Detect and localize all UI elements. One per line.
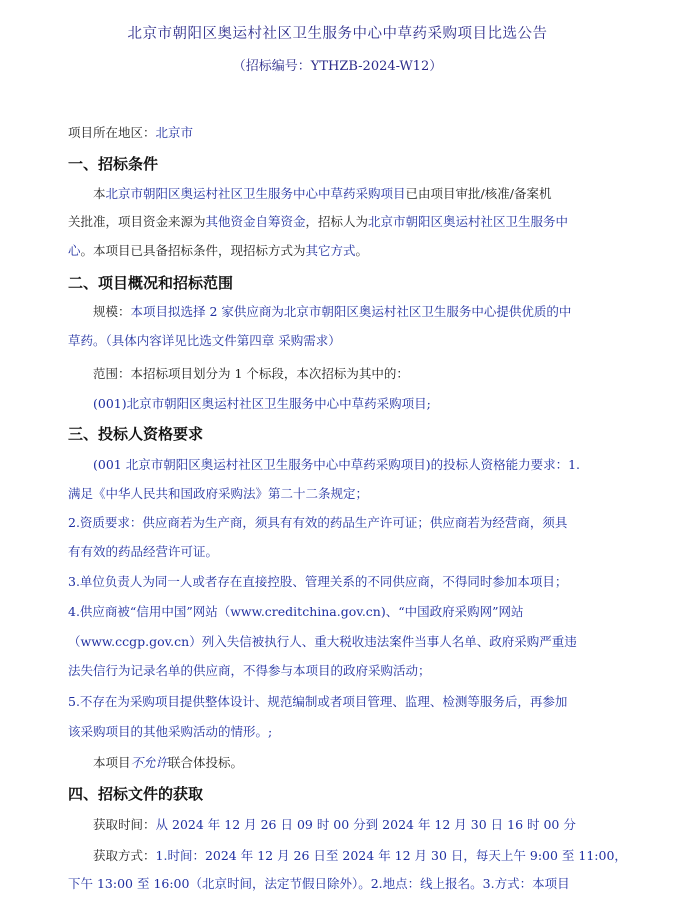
text: 联合体投标。 [168, 755, 244, 770]
qualification-item-2-line-1: 2.资质要求：供应商若为生产商，须具有有效的药品生产许可证；供应商若为经营商，须具 [68, 515, 568, 530]
text: ，招标人为 [305, 214, 369, 229]
scale-label: 规模： [93, 304, 131, 319]
tenderer-name-end: 心 [68, 243, 81, 258]
conditions-paragraph-line-3 [68, 241, 608, 261]
conditions-paragraph-line-2 [68, 212, 608, 232]
conditions-paragraph-line-1 [68, 184, 608, 204]
section-heading-qualification: 三、投标人资格要求 [68, 425, 204, 443]
location-value: 北京市 [155, 125, 194, 140]
qualification-item-4-line-1: 4.供应商被“信用中国”网站（www.creditchina.gov.cn)、“中国政府采购网”网站 [68, 604, 524, 619]
tender-method: 其它方式 [305, 243, 356, 258]
qualification-item-4-line-2: （www.ccgp.gov.cn）列入失信被执行人、重大税收违法案件当事人名单、政府采购严重违 [68, 634, 577, 649]
text: 关批准，项目资金来源为 [68, 214, 206, 229]
project-name: 北京市朝阳区奥运村社区卫生服务中心中草药采购项目 [105, 186, 406, 201]
acquisition-method-line-2: 下午 13:00 至 16:00（北京时间，法定节假日除外）。2.地点：线上报名。3.方式：本项目 [68, 876, 570, 891]
qualification-item-3: 3.单位负责人为同一人或者存在直接控股、管理关系的不同供应商，不得同时参加本项目； [68, 574, 568, 589]
time-label: 获取时间： [93, 817, 156, 832]
text: 已由项目审批/核准/备案机 [405, 186, 552, 201]
consortium-line [68, 753, 608, 773]
page-title: 北京市朝阳区奥运村社区卫生服务中心中草药采购项目比选公告 [127, 26, 548, 42]
qualification-item-5-line-1: 5.不存在为采购项目提供整体设计、规范编制或者项目管理、监理、检测等服务后，再参加 [68, 694, 568, 709]
scale-line-1 [68, 302, 608, 322]
text: 。本项目已具备招标条件，现招标方式为 [80, 243, 306, 258]
section-heading-documents: 四、招标文件的获取 [68, 785, 204, 803]
text: 本 [93, 186, 106, 201]
text: 。 [355, 243, 369, 258]
method-label: 获取方式： [93, 848, 156, 863]
tenderer-name: 北京市朝阳区奥运村社区卫生服务中 [368, 214, 569, 229]
location-label: 项目所在地区： [68, 125, 156, 140]
tender-number: （招标编号：YTHZB-2024-W12） [232, 59, 443, 74]
scope-text: 范围：本招标项目划分为 1 个标段，本次招标为其中的： [93, 366, 409, 381]
qualification-item-4-line-3: 法失信行为记录名单的供应商，不得参与本项目的政府采购活动； [68, 663, 431, 678]
scale-text: 本项目拟选择 2 家供应商为北京市朝阳区奥运村社区卫生服务中心提供优质的中 [130, 304, 572, 319]
consortium-value: 不允许 [130, 755, 169, 770]
acquisition-method-line-1 [68, 846, 627, 866]
qualification-item-5-line-2: 该采购项目的其他采购活动的情形。; [68, 724, 273, 739]
lot-item: (001)北京市朝阳区奥运村社区卫生服务中心中草药采购项目; [93, 396, 431, 411]
acquisition-time [68, 815, 608, 835]
qualification-item-2-line-2: 有有效的药品经营许可证。 [68, 544, 219, 559]
section-heading-conditions: 一、招标条件 [68, 155, 159, 173]
qualification-text: 1. [568, 457, 581, 472]
text: 本项目 [93, 755, 131, 770]
qualification-line-2: 满足《中华人民共和国政府采购法》第二十二条规定； [68, 486, 369, 501]
qualification-line-1 [68, 455, 608, 475]
section-heading-overview: 二、项目概况和招标范围 [68, 274, 234, 292]
qualification-text: (001 北京市朝阳区奥运村社区卫生服务中心中草药采购项目)的投标人资格能力要求： [93, 457, 569, 472]
fund-source: 其他资金自筹资金 [205, 214, 306, 229]
project-location [68, 123, 608, 143]
scale-line-2: 草药。（具体内容详见比选文件第四章 采购需求） [68, 333, 341, 348]
time-value: 从 2024 年 12 月 26 日 09 时 00 分到 2024 年 12 月 30 日 16 时 00 分 [155, 817, 576, 832]
method-text: 1.时间：2024 年 12 月 26 日至 2024 年 12 月 30 日，每天上午 9:00 至 11:00， [155, 848, 627, 863]
